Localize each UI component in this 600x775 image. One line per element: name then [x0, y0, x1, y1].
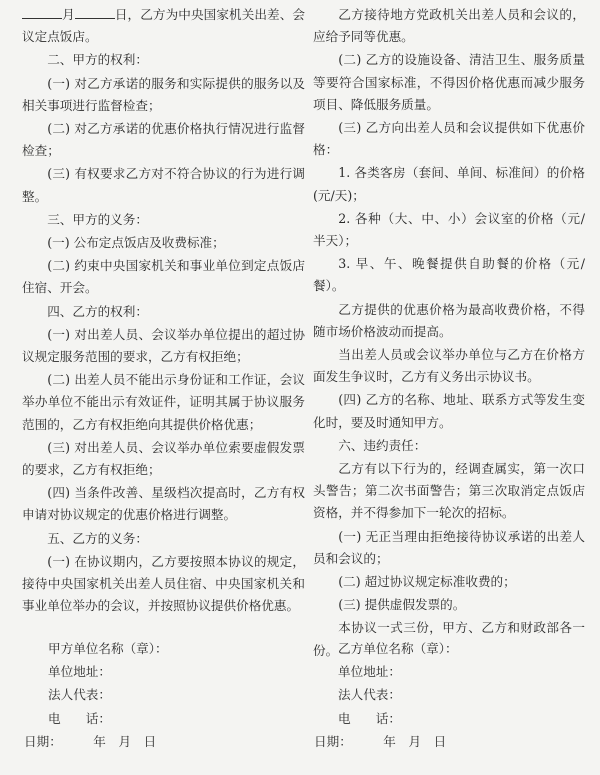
- party-a-address-label: 单位地址：: [48, 664, 111, 680]
- party-b-rep-label: 法人代表：: [338, 687, 401, 703]
- price-item-meeting-rooms: 2. 各种（大、中、小）会议室的价格（元/半天）；: [313, 210, 585, 249]
- intro-paragraph: 月 日，乙方为中央国家机关出差、会议定点饭店。: [22, 7, 306, 45]
- clause-a-duty-2: (二) 约束中央国家机关和事业单位到定点饭店住宿、开会。: [22, 258, 305, 296]
- clause-b-duty-2: (二) 乙方的设施设备、清洁卫生、服务质量等要符合国家标准，不得因价格优惠而减少服务项目、降低服务质量。: [313, 52, 585, 112]
- heading-party-a-duties: 三、甲方的义务：: [47, 211, 148, 227]
- clause-b-right-1: (一) 对出差人员、会议举办单位提出的超过协议规定服务范围的要求，乙方有权拒绝；: [22, 326, 305, 365]
- breach-paragraph: 乙方有以下行为的，经调查属实，第一次口头警告；第二次书面警告；第三次取消定点饭店资格，并不得参加下一轮次的招标。: [313, 461, 585, 521]
- clause-b-right-3: (三) 对出差人员、会议举办单位索要虚假发票的要求，乙方有权拒绝；: [22, 439, 305, 478]
- clause-b-duty-3: (三) 乙方向出差人员和会议提供如下优惠价格：: [313, 120, 585, 158]
- party-a-signature-block: [24, 638, 168, 754]
- party-b-signature-block: [314, 638, 458, 754]
- party-b-address-label: 单位地址：: [338, 664, 401, 680]
- breach-item-3: (三) 提供虚假发票的。: [338, 597, 466, 613]
- party-a-phone-label: 电 话：: [48, 710, 111, 726]
- breach-item-1: (一) 无正当理由拒绝接待协议承诺的出差人员和会议的；: [313, 528, 585, 566]
- clause-a-right-3: (三) 有权要求乙方对不符合协议的行为进行调整。: [22, 166, 305, 204]
- copies-note: 本协议一式三份，甲方、乙方和财政部各一份。: [313, 620, 585, 658]
- clause-a-right-2: (二) 对乙方承诺的优惠价格执行情况进行监督检查；: [22, 121, 305, 159]
- breach-item-2: (二) 超过协议规定标准收费的；: [338, 574, 516, 590]
- blank-line: [22, 6, 62, 19]
- heading-breach: 六、违约责任：: [338, 437, 427, 453]
- party-b-date-label: 日期： 年 月 日: [314, 733, 447, 749]
- clause-b-right-4: (四) 当条件改善、星级档次提高时，乙方有权申请对协议规定的优惠价格进行调整。: [22, 485, 305, 523]
- right-column: [313, 4, 585, 663]
- clause-continued: 乙方接待地方党政机关出差人员和会议的，应给予同等优惠。: [313, 7, 585, 45]
- party-a-rep-label: 法人代表：: [48, 687, 111, 703]
- price-item-rooms: 1. 各类客房（套间、单间、标准间）的价格(元/天)；: [313, 165, 585, 203]
- clause-b-duty-4: (四) 乙方的名称、地址、联系方式等发生变化时，要及时通知甲方。: [313, 392, 585, 430]
- price-item-meals: 3. 早、午、晚餐提供自助餐的价格（元/餐）。: [313, 256, 585, 294]
- clause-b-duty-1: (一) 在协议期内，乙方要按照本协议的规定，接待中央国家机关出差人员住宿、中央国家机关和事业单位举办的会议，并按照协议提供价格优惠。: [22, 553, 305, 614]
- clause-a-duty-1: (一) 公布定点饭店及收费标准；: [47, 235, 225, 251]
- clause-b-right-2: (二) 出差人员不能出示身份证和工作证，会议举办单位不能出示有效证件，证明其属于协议服务范围的，乙方有权拒绝向其提供价格优惠；: [22, 372, 305, 432]
- blank-line: [75, 6, 115, 19]
- heading-party-b-rights: 四、乙方的权利：: [47, 303, 148, 319]
- price-note: 乙方提供的优惠价格为最高收费价格，不得随市场价格波动而提高。: [313, 301, 585, 339]
- clause-a-right-1: (一) 对乙方承诺的服务和实际提供的服务以及相关事项进行监督检查；: [22, 75, 305, 113]
- party-b-name-label: 乙方单位名称（章）：: [338, 641, 458, 656]
- heading-party-a-rights: 二、甲方的权利：: [47, 52, 148, 68]
- heading-party-b-duties: 五、乙方的义务：: [47, 530, 148, 546]
- dispute-note: 当出差人员或会议举办单位与乙方在价格方面发生争议时，乙方有义务出示协议书。: [313, 347, 585, 385]
- party-a-name-label: 甲方单位名称（章）：: [48, 641, 168, 656]
- left-column: [22, 4, 305, 618]
- party-a-date-label: 日期： 年 月 日: [24, 733, 157, 749]
- party-b-phone-label: 电 话：: [338, 710, 401, 726]
